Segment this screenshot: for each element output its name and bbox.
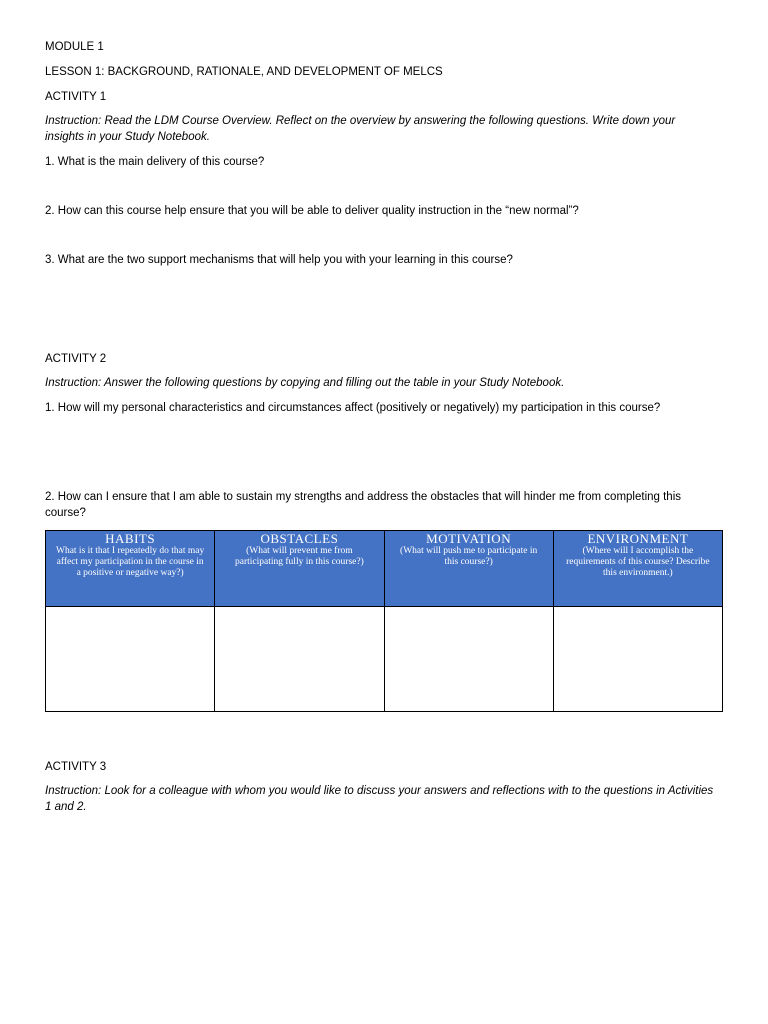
activity1-question-2: 2. How can this course help ensure that you will be able to deliver quality instruction in the “new normal”? (45, 205, 579, 217)
motivation-cell (384, 607, 553, 712)
header-subtitle: (Where will I accomplish the requirements of this course? Describe this environment.) (566, 546, 710, 578)
activity3-instruction: Instruction: Look for a colleague with whom you would like to discuss your answers and reflections with to the questions in Activities 1 and 2. (45, 785, 714, 813)
header-title: OBSTACLES (260, 531, 339, 546)
activity1-instruction: Instruction: Read the LDM Course Overview. Reflect on the overview by answering the following questions. Write down your insights in your Study Notebook. (45, 115, 676, 143)
activity2-question-2: 2. How can I ensure that I am able to sustain my strengths and address the obstacles that will hinder me from completing this course? (45, 491, 682, 519)
header-subtitle: What is it that I repeatedly do that may affect my participation in the course in a positive or negative way?) (55, 546, 205, 578)
header-title: MOTIVATION (426, 531, 512, 546)
activity1-question-3: 3. What are the two support mechanisms that will help you with your learning in this course? (45, 254, 513, 266)
lesson-title: LESSON 1: BACKGROUND, RATIONALE, AND DEVELOPMENT OF MELCS (45, 66, 443, 78)
activity2-question-1: 1. How will my personal characteristics and circumstances affect (positively or negatively) my participation in this course? (45, 402, 661, 414)
habits-cell (46, 607, 215, 712)
environment-cell (553, 607, 722, 712)
activity3-title: ACTIVITY 3 (45, 761, 107, 773)
header-title: ENVIRONMENT (587, 531, 689, 546)
activity1-question-1: 1. What is the main delivery of this course? (45, 156, 265, 168)
activity2-title: ACTIVITY 2 (45, 353, 107, 365)
environment-header (553, 531, 722, 607)
header-subtitle: (What will push me to participate in this course?) (400, 546, 538, 567)
reflection-table (45, 530, 723, 712)
module-title: MODULE 1 (45, 41, 104, 53)
header-title: HABITS (105, 531, 156, 546)
obstacles-cell (215, 607, 384, 712)
activity2-instruction: Instruction: Answer the following questions by copying and filling out the table in your Study Notebook. (45, 377, 565, 389)
table-header-row (46, 531, 723, 607)
obstacles-header (215, 531, 384, 607)
activity1-title: ACTIVITY 1 (45, 91, 107, 103)
habits-header (46, 531, 215, 607)
header-subtitle: (What will prevent me from participating fully in this course?) (235, 546, 364, 567)
table-row (46, 607, 723, 712)
motivation-header (384, 531, 553, 607)
